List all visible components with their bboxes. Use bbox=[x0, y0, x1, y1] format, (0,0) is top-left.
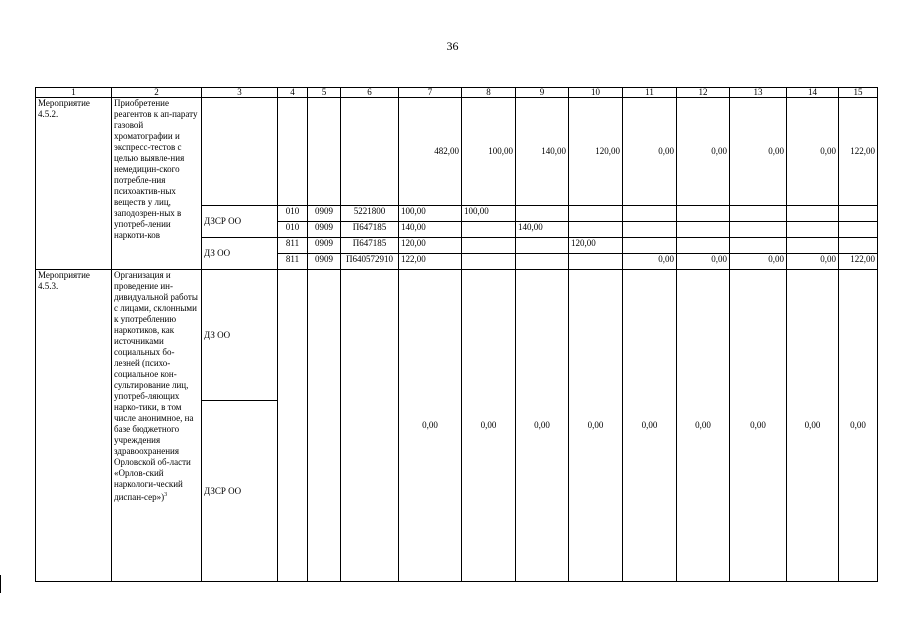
value-cell: 0,00 bbox=[623, 254, 677, 270]
table-row bbox=[36, 270, 878, 401]
header-cell: 10 bbox=[569, 88, 623, 98]
header-cell: 6 bbox=[341, 88, 399, 98]
value-cell: 0,00 bbox=[787, 270, 839, 582]
header-cell: 11 bbox=[623, 88, 677, 98]
measure-description-cell bbox=[112, 270, 202, 582]
value-cell: 0,00 bbox=[623, 98, 677, 206]
code-cell: П640572910 bbox=[341, 254, 399, 270]
value-cell: 120,00 bbox=[399, 238, 462, 254]
value-cell: 0,00 bbox=[677, 254, 730, 270]
value-cell: 0,00 bbox=[569, 270, 623, 582]
value-cell: 122,00 bbox=[399, 254, 462, 270]
code-cell: 010 bbox=[278, 206, 308, 222]
header-cell: 7 bbox=[399, 88, 462, 98]
value-cell: 0,00 bbox=[730, 98, 787, 206]
value-cell: 482,00 bbox=[399, 98, 462, 206]
code-cell: П647185 bbox=[341, 222, 399, 238]
code-cell: 811 bbox=[278, 254, 308, 270]
value-cell: 0,00 bbox=[787, 98, 839, 206]
code-cell: 5221800 bbox=[341, 206, 399, 222]
header-cell: 13 bbox=[730, 88, 787, 98]
header-cell: 3 bbox=[202, 88, 278, 98]
value-cell: 122,00 bbox=[839, 98, 878, 206]
value-cell: 0,00 bbox=[399, 270, 462, 582]
value-cell: 100,00 bbox=[399, 206, 462, 222]
value-cell: 0,00 bbox=[462, 270, 516, 582]
code-cell: 0909 bbox=[308, 254, 341, 270]
header-row bbox=[36, 88, 878, 98]
header-cell: 9 bbox=[516, 88, 569, 98]
code-cell: 0909 bbox=[308, 222, 341, 238]
header-cell: 12 bbox=[677, 88, 730, 98]
value-cell: 140,00 bbox=[516, 222, 569, 238]
header-cell: 15 bbox=[839, 88, 878, 98]
code-cell: 0909 bbox=[308, 238, 341, 254]
executor-cell: ДЗ ОО bbox=[202, 238, 278, 270]
header-cell: 8 bbox=[462, 88, 516, 98]
value-cell: 122,00 bbox=[839, 254, 878, 270]
measure-code: Мероприятие 4.5.3. bbox=[36, 270, 112, 582]
value-cell: 0,00 bbox=[730, 254, 787, 270]
measure-description: Приобретение реагентов к ап-парату газовой хроматографии и экспресс-тестов с целью выявле-ния немедицин-ского потребле-ния психоактив-ных веществ у лиц, заподозрен-ных в употреб-лении наркоти-ков bbox=[112, 98, 202, 270]
page-number: 36 bbox=[446, 39, 459, 53]
budget-table bbox=[35, 87, 878, 582]
value-cell: 0,00 bbox=[677, 270, 730, 582]
code-cell: 0909 bbox=[308, 206, 341, 222]
value-cell: 140,00 bbox=[516, 98, 569, 206]
executor-cell: ДЗСР ОО bbox=[202, 401, 278, 582]
value-cell: 0,00 bbox=[677, 98, 730, 206]
footnote-mark: 3 bbox=[164, 492, 168, 498]
margin-mark bbox=[0, 575, 1, 593]
header-cell: 4 bbox=[278, 88, 308, 98]
code-cell: П647185 bbox=[341, 238, 399, 254]
header-cell: 1 bbox=[36, 88, 112, 98]
header-cell: 5 bbox=[308, 88, 341, 98]
value-cell: 0,00 bbox=[730, 270, 787, 582]
value-cell: 100,00 bbox=[462, 98, 516, 206]
value-cell: 0,00 bbox=[516, 270, 569, 582]
value-cell: 0,00 bbox=[839, 270, 878, 582]
value-cell: 0,00 bbox=[623, 270, 677, 582]
value-cell: 100,00 bbox=[462, 206, 516, 222]
executor-cell: ДЗСР ОО bbox=[202, 206, 278, 238]
measure-description: Организация и проведение ин-дивидуальной работы с лицами, склонными к употреблению наркотиков, как источниками социальных бо-лезней (психо-социальное кон-сультирование лиц, употреб-ляющих нарко-тики, в том числе анонимное, на базе бюджетного учреждения здравоохранения Орловской об-ласти «Орлов-ский наркологи-ческий диспан-сер») bbox=[114, 270, 198, 502]
header-cell: 14 bbox=[787, 88, 839, 98]
value-cell: 140,00 bbox=[399, 222, 462, 238]
value-cell: 0,00 bbox=[787, 254, 839, 270]
table-row bbox=[36, 98, 878, 206]
header-cell: 2 bbox=[112, 88, 202, 98]
value-cell: 120,00 bbox=[569, 238, 623, 254]
code-cell: 010 bbox=[278, 222, 308, 238]
code-cell: 811 bbox=[278, 238, 308, 254]
measure-code: Мероприятие 4.5.2. bbox=[36, 98, 112, 270]
executor-cell: ДЗ ОО bbox=[202, 270, 278, 401]
value-cell: 120,00 bbox=[569, 98, 623, 206]
